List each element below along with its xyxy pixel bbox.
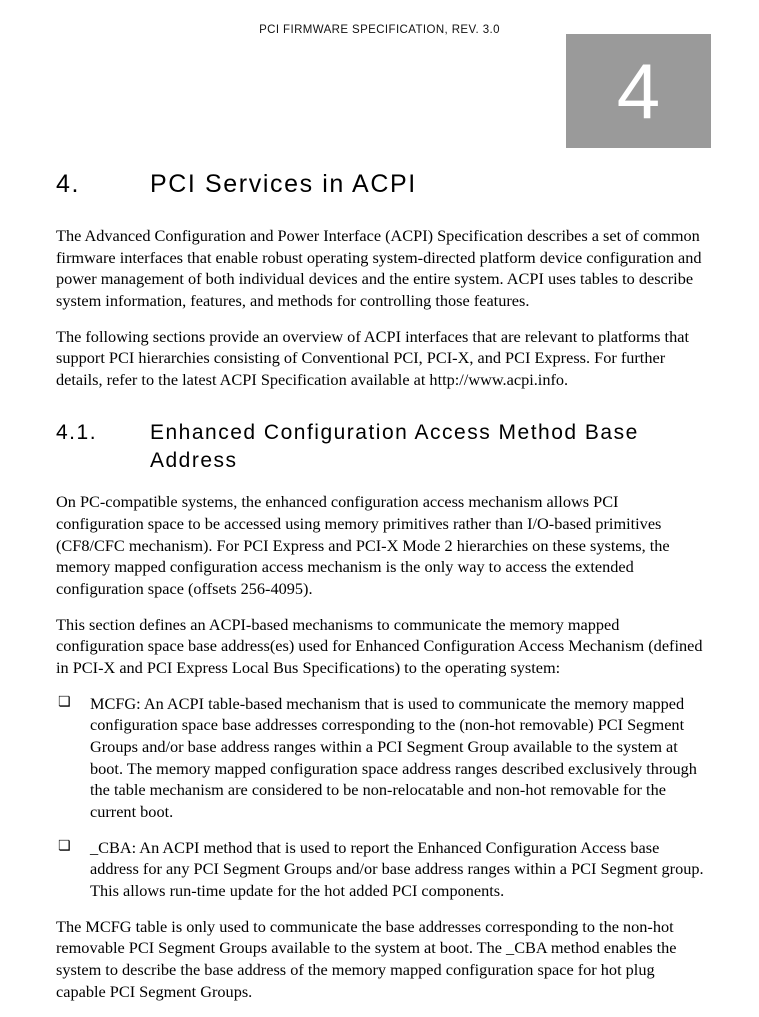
chapter-paragraph-1: The Advanced Configuration and Power Interface (ACPI) Specification describes a set of common firmware interfaces that enable robust operating system-directed platform device configuration and power management of both individual devices and the entire system. ACPI uses tables to describe system information, features, and methods for controlling those features. [56,226,702,311]
chapter-paragraph-2: The following sections provide an overview of ACPI interfaces that are relevant to platforms that support PCI hierarchies consisting of Conventional PCI, PCI-X, and PCI Express. For further details, refer to the latest ACPI Specification available at http://www.acpi.info. [56,326,689,390]
section-heading-text: Enhanced Configuration Access Method Base Address [150,420,639,473]
list-item-text: MCFG: An ACPI table-based mechanism that is used to communicate the memory mapped configuration space base addresses corresponding to the (non-hot removable) PCI Segment Groups and/or base address ranges within a PCI Segment Group available to the system at boot. The memory mapped configuration space address ranges described exclusively through the table mechanism are considered to be non-relocatable and non-hot removable for the current boot. [90,693,697,822]
bullet-square-icon: ❏ [58,693,71,710]
page-header: PCI FIRMWARE SPECIFICATION, REV. 3.0 [259,24,500,36]
list-item [56,693,708,823]
document-content [56,170,708,1017]
chapter-heading-number: 4. [56,170,81,198]
section-paragraph-2: This section defines an ACPI-based mechanisms to communicate the memory mapped configuration space base address(es) used for Enhanced Configuration Access Mechanism (defined in PCI-X and PCI Express Local Bus Specifications) to the operating system: [56,614,703,678]
list-item [56,837,708,902]
section-closing-paragraph: The MCFG table is only used to communicate the base addresses corresponding to the non-hot removable PCI Segment Groups available to the system at boot. The _CBA method enables the system to describe the base address of the memory mapped configuration space for hot plug capable PCI Segment Groups. [56,916,677,1001]
section-paragraph-1: On PC-compatible systems, the enhanced configuration access mechanism allows PCI configuration space to be accessed using memory primitives rather than I/O-based primitives (CF8/CFC mechanism). For PCI Express and PCI-X Mode 2 hierarchies on these systems, the memory mapped configuration access mechanism is the only way to access the extended configuration space (offsets 256-4095). [56,492,670,599]
section-heading [56,419,708,476]
chapter-heading [56,170,708,199]
list-item-text: _CBA: An ACPI method that is used to report the Enhanced Configuration Access base address for any PCI Segment Groups and/or base address ranges within a PCI Segment group. This allows run-time update for the hot added PCI components. [90,837,704,901]
section-heading-number: 4.1. [56,420,98,444]
chapter-number-text: 4 [616,47,661,135]
chapter-heading-text: PCI Services in ACPI [150,170,417,198]
section-bullet-list [56,693,708,902]
chapter-number-tab [566,34,711,148]
bullet-square-icon: ❏ [58,837,71,854]
